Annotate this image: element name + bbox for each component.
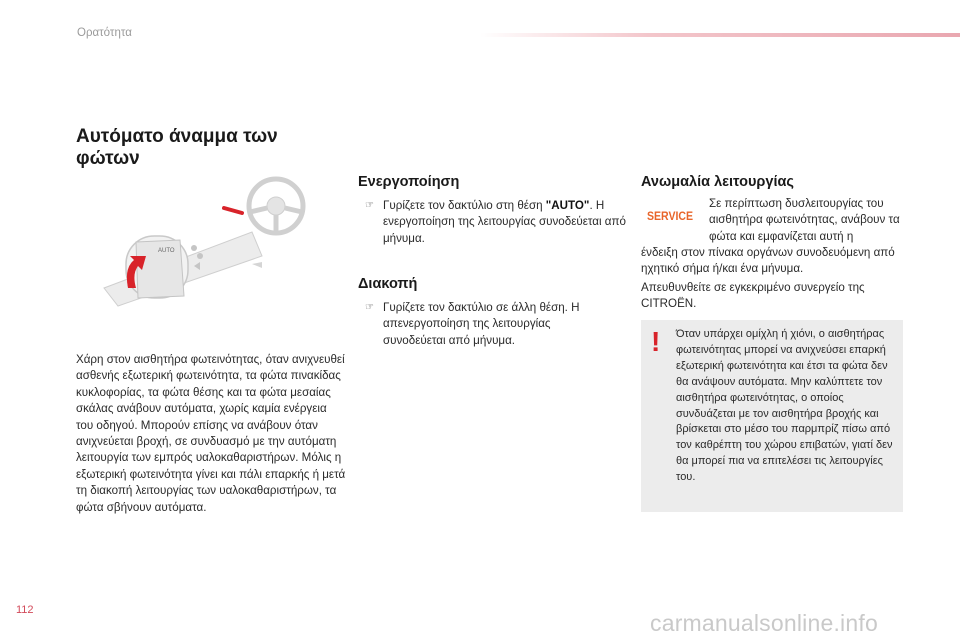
location-marker-icon: [224, 208, 242, 213]
malfunction-text: Σε περίπτωση δυσλειτουργίας του αισθητήρα φωτεινότητας, ανάβουν τα φώτα και εμφανίζεται αυτή η: [709, 197, 900, 243]
hand-pointer-icon: ☞: [365, 302, 374, 313]
auto-label: AUTO: [158, 248, 175, 254]
activation-bullet: [365, 198, 628, 247]
light-switch-illustration: [76, 170, 326, 340]
section-header: Ορατότητα: [77, 27, 132, 39]
deactivation-bullet: [365, 300, 608, 349]
deactivation-text: Γυρίζετε τον δακτύλιο σε άλλη θέση. Η απενεργοποίηση της λειτουργίας συνοδεύεται από μήνυμα.: [383, 301, 580, 347]
lighting-stalk-icon: [104, 232, 262, 306]
activation-text-before: Γυρίζετε τον δακτύλιο στη θέση: [383, 199, 546, 212]
deactivation-title: Διακοπή: [358, 276, 418, 292]
malfunction-title: Ανωμαλία λειτουργίας: [641, 174, 794, 190]
steering-wheel-icon: [249, 179, 303, 233]
warning-icon: !: [651, 326, 661, 357]
watermark: carmanualsonline.info: [650, 610, 878, 636]
dealer-advice: Απευθυνθείτε σε εγκεκριμένο συνεργείο της CITROËN.: [641, 281, 865, 311]
page-number: 112: [16, 604, 34, 616]
svg-text:SERVICE: SERVICE: [647, 209, 693, 223]
activation-title: Ενεργοποίηση: [358, 174, 460, 190]
hand-pointer-icon: ☞: [365, 200, 374, 211]
warning-text: Όταν υπάρχει ομίχλη ή χιόνι, ο αισθητήρας φωτεινότητας μπορεί να ανιχνεύσει επαρκή εξωτερική φωτεινότητα και έτσι τα φώτα δεν θα ανάψουν αυτόματα. Μην καλύπτετε τον αισθητήρα φωτεινότητας, ο οποίος συνδυάζεται με τον αισθητήρα βροχής και βρίσκεται στο μέσο του παρμπρίζ πίσω από τον καθρέπτη του χώρου επιβατών, γιατί δεν θα μπορεί πια να επιτελέσει τις λειτουργίες του.: [676, 328, 893, 484]
page-title: Αυτόματο άναμμα των φώτων: [76, 126, 278, 169]
auto-position-label: "AUTO": [545, 199, 590, 212]
malfunction-text-continued: ένδειξη στον πίνακα οργάνων συνοδευόμενη από ηχητικό σήμα ή/και ένα μήνυμα.: [641, 246, 895, 276]
description-paragraph: Χάρη στον αισθητήρα φωτεινότητας, όταν ανιχνευθεί ασθενής εξωτερική φωτεινότητα, τα φώτα πινακίδας κυκλοφορίας, τα φώτα θέσης και τα φώτα μεσαίας σκάλας ανάβουν αυτόματα, χωρίς καμία ενέργεια του οδηγού. Μπορούν επίσης να ανάβουν όταν ανιχνεύεται βροχή, σε συνδυασμό με την αυτόματη λειτουργία των εμπρός υαλοκαθαριστήρων. Μόλις η εξωτερική φωτεινότητα γίνει και πάλι επαρκής ή μετά τη διακοπή λειτουργίας των υαλοκαθαριστήρων, τα φώτα σβήνουν αυτόματα.: [76, 353, 346, 514]
activation-text-after: . Η ενεργοποίηση της λειτουργίας συνοδεύεται από μήνυμα.: [383, 199, 626, 245]
service-warning-icon: [646, 205, 694, 225]
header-divider: [480, 33, 960, 37]
